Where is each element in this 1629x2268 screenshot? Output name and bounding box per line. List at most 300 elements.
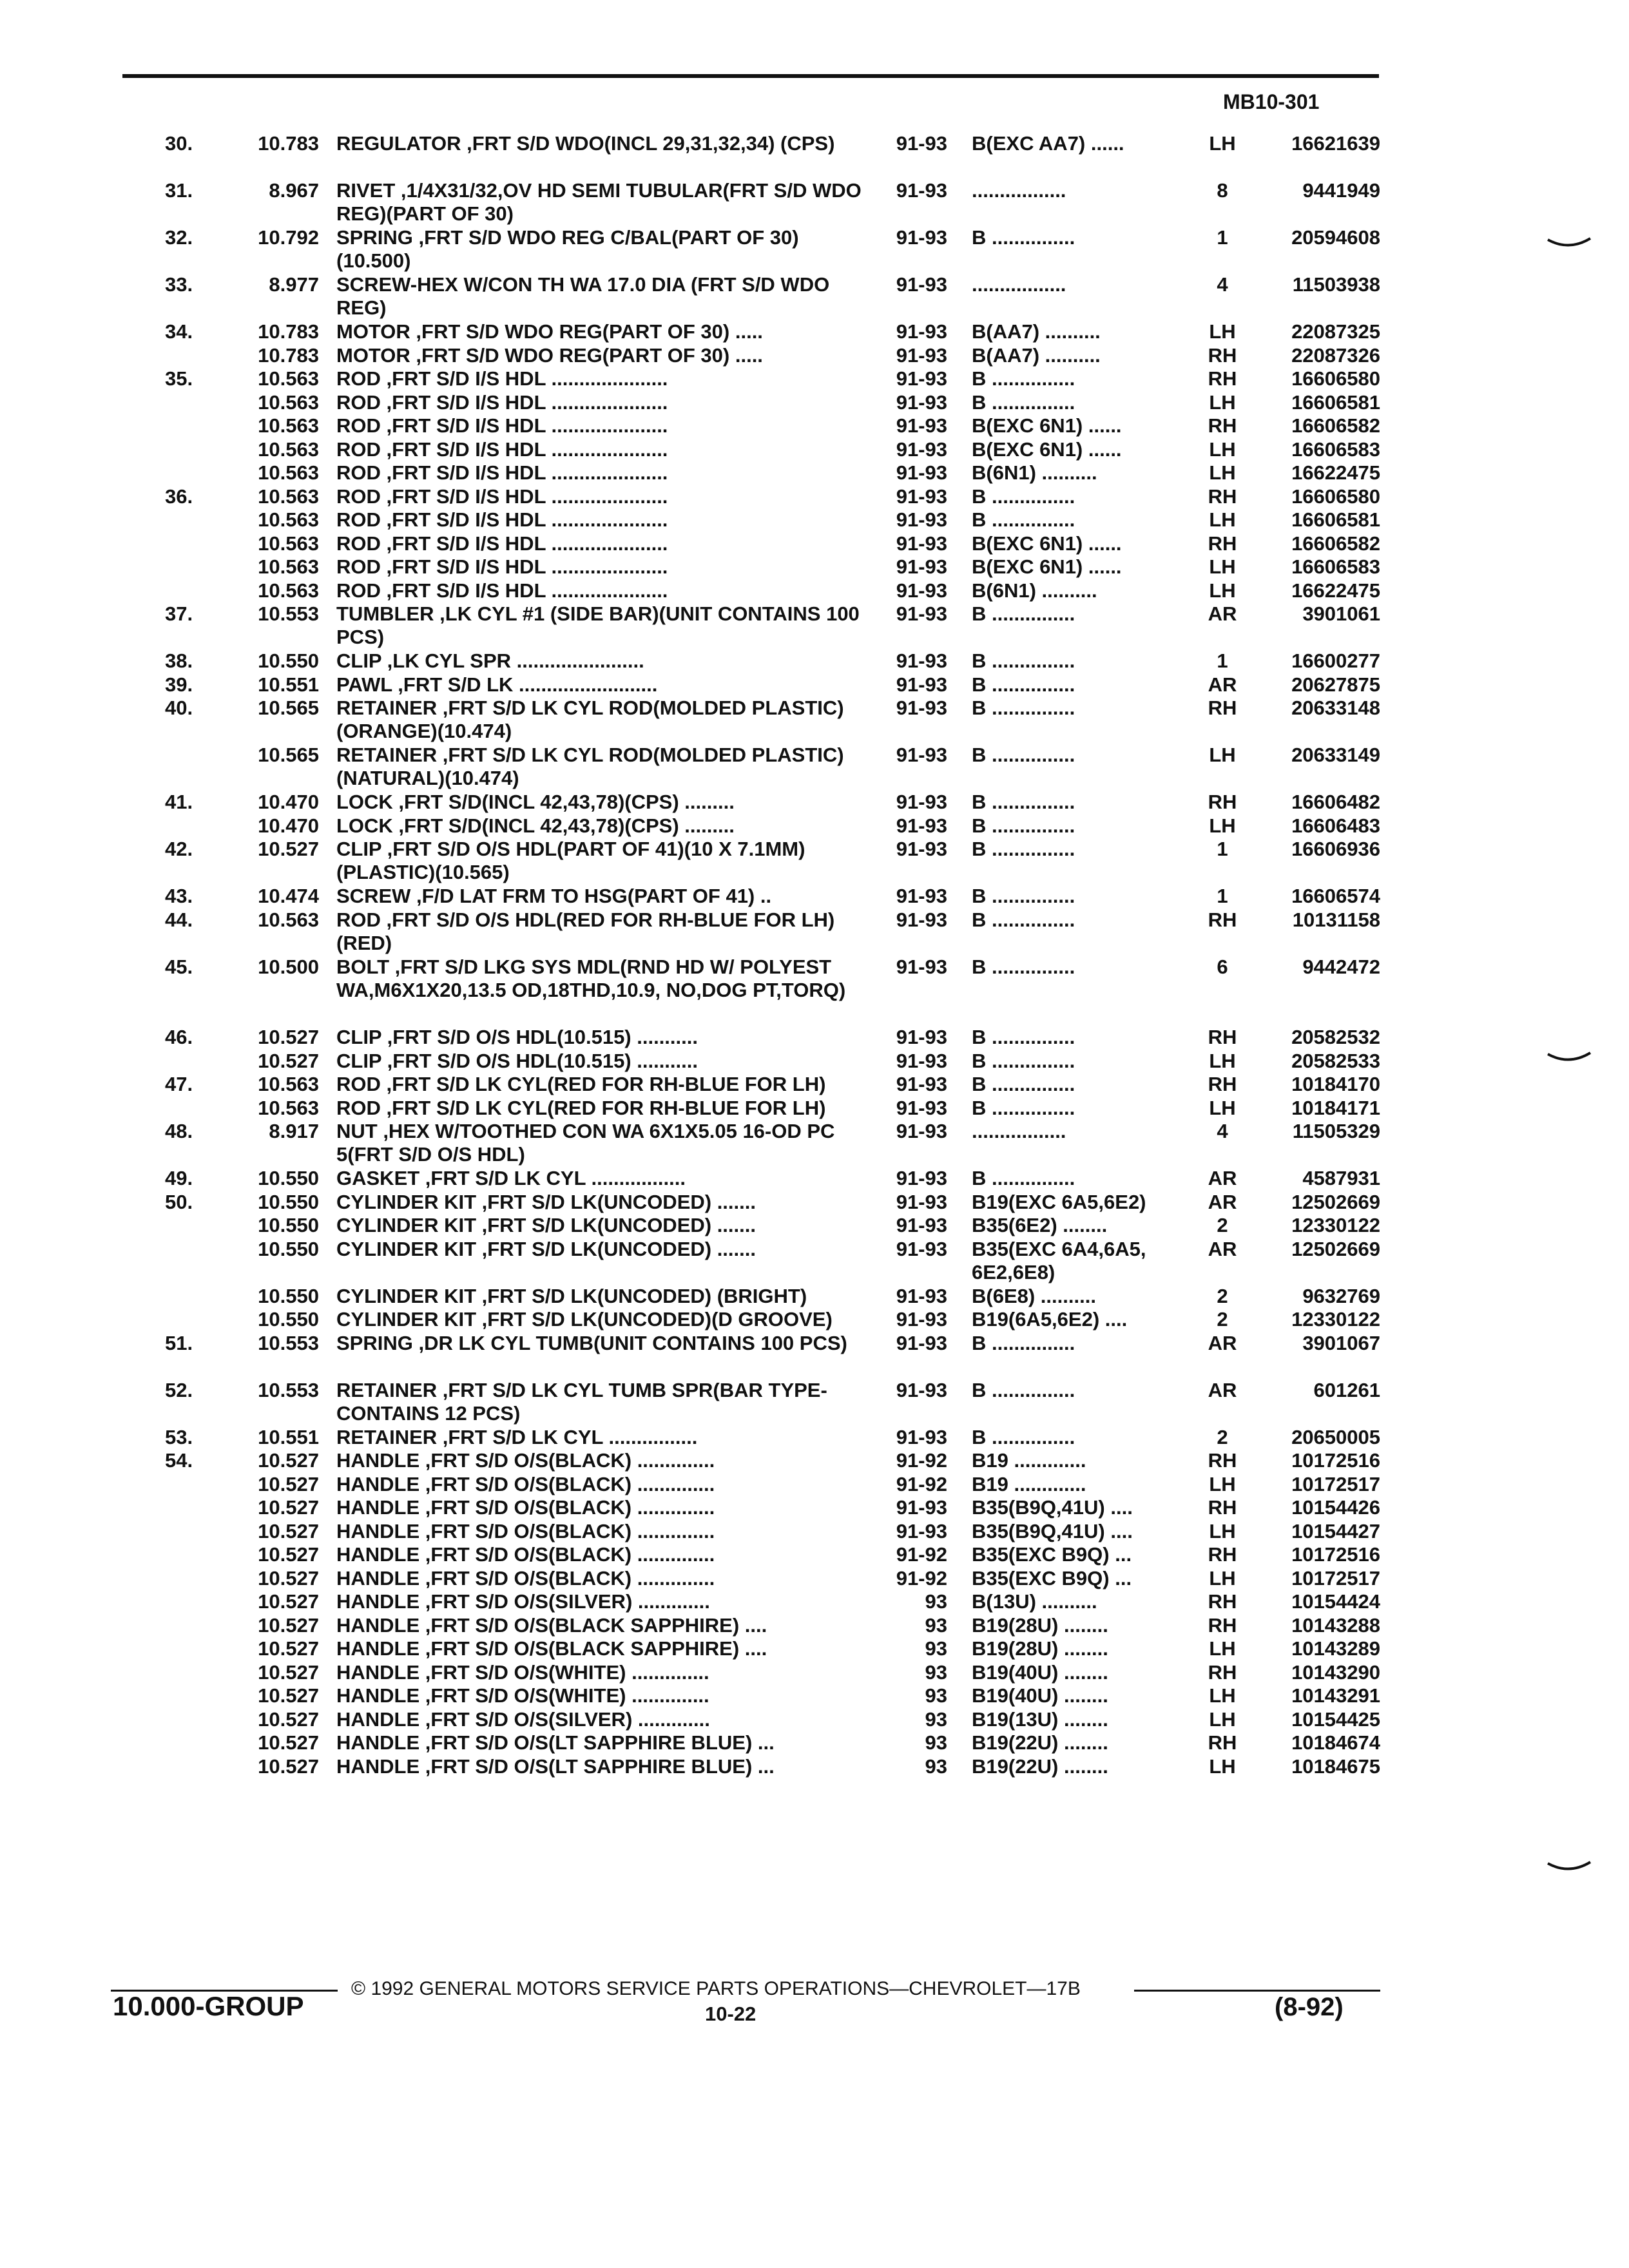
model-usage: B35(B9Q,41U) .... xyxy=(972,1519,1133,1542)
part-description: HANDLE ,FRT S/D O/S(BLACK SAPPHIRE) .... xyxy=(336,1637,767,1660)
model-usage: B ............... xyxy=(972,791,1075,813)
group-number: 10.563 xyxy=(258,367,319,390)
part-description: CYLINDER KIT ,FRT S/D LK(UNCODED) ....... xyxy=(336,1214,756,1236)
group-number: 10.550 xyxy=(258,1214,319,1236)
model-usage: B(AA7) .......... xyxy=(972,343,1101,367)
part-number: 20627875 xyxy=(1291,673,1380,696)
part-number: 10184675 xyxy=(1291,1754,1380,1778)
group-number: 10.527 xyxy=(258,1519,319,1542)
quantity: LH xyxy=(1209,1566,1236,1590)
quantity: AR xyxy=(1208,1167,1237,1189)
quantity: LH xyxy=(1209,320,1236,343)
ref-number: 37. xyxy=(165,602,193,625)
quantity: LH xyxy=(1209,132,1236,155)
part-number: 16622475 xyxy=(1291,461,1380,484)
quantity: 2 xyxy=(1217,1214,1228,1236)
group-number: 10.563 xyxy=(258,579,319,602)
group-number: 10.527 xyxy=(258,1637,319,1660)
quantity: 4 xyxy=(1217,273,1228,296)
quantity: 2 xyxy=(1217,1284,1228,1307)
model-usage: B ............... xyxy=(972,226,1075,249)
part-description: MOTOR ,FRT S/D WDO REG(PART OF 30) ..... xyxy=(336,320,763,343)
group-number: 10.527 xyxy=(258,1754,319,1778)
model-usage: ................. xyxy=(972,1120,1066,1142)
part-number: 16606574 xyxy=(1291,885,1380,907)
part-description: CYLINDER KIT ,FRT S/D LK(UNCODED) (BRIGHT) xyxy=(336,1284,807,1307)
part-number: 12502669 xyxy=(1291,1237,1380,1260)
group-number: 10.470 xyxy=(258,814,319,837)
part-description: CLIP ,LK CYL SPR ....................... xyxy=(336,649,644,672)
model-years: 91-93 xyxy=(896,579,947,602)
part-number: 10172517 xyxy=(1291,1566,1380,1590)
ref-number: 34. xyxy=(165,320,193,343)
group-number: 10.474 xyxy=(258,885,319,907)
quantity: AR xyxy=(1208,1237,1237,1260)
part-description: ROD ,FRT S/D I/S HDL ..................... xyxy=(336,555,668,578)
group-number: 10.563 xyxy=(258,437,319,461)
group-number: 10.551 xyxy=(258,673,319,696)
group-number: 10.527 xyxy=(258,1449,319,1472)
group-number: 10.550 xyxy=(258,1308,319,1331)
part-description: CLIP ,FRT S/D O/S HDL(10.515) ........... xyxy=(336,1049,698,1072)
part-number: 9442472 xyxy=(1302,955,1380,978)
model-years: 91-93 xyxy=(896,179,947,202)
model-years: 91-93 xyxy=(896,414,947,437)
part-description: ROD ,FRT S/D I/S HDL ..................... xyxy=(336,390,668,414)
group-number: 10.470 xyxy=(258,791,319,813)
ref-number: 36. xyxy=(165,485,193,508)
quantity: LH xyxy=(1209,461,1236,484)
part-number: 16600277 xyxy=(1291,649,1380,672)
footer-date-code: (8-92) xyxy=(1275,1993,1344,2021)
quantity: RH xyxy=(1208,791,1237,813)
model-years: 91-93 xyxy=(896,1120,947,1142)
part-number: 10172516 xyxy=(1291,1449,1380,1472)
top-rule xyxy=(122,74,1379,78)
ref-number: 53. xyxy=(165,1425,193,1448)
model-usage: B ............... xyxy=(972,1026,1075,1048)
group-number: 10.563 xyxy=(258,1096,319,1119)
group-number: 10.563 xyxy=(258,414,319,437)
part-description: ROD ,FRT S/D I/S HDL ..................... xyxy=(336,437,668,461)
model-usage: B19(28U) ........ xyxy=(972,1637,1108,1660)
model-years: 91-93 xyxy=(896,1378,947,1401)
margin-hole-mark xyxy=(1547,1861,1592,1876)
model-usage: B19(22U) ........ xyxy=(972,1731,1108,1754)
part-number: 10143290 xyxy=(1291,1660,1380,1684)
model-usage: B ............... xyxy=(972,1331,1075,1354)
part-description: ROD ,FRT S/D I/S HDL ..................... xyxy=(336,367,668,390)
part-description: CYLINDER KIT ,FRT S/D LK(UNCODED) ....... xyxy=(336,1237,756,1260)
part-number: 20582532 xyxy=(1291,1026,1380,1048)
part-number: 10184674 xyxy=(1291,1731,1380,1754)
model-years: 91-93 xyxy=(896,1073,947,1095)
model-usage: B(AA7) .......... xyxy=(972,320,1101,343)
model-years: 91-93 xyxy=(896,1284,947,1307)
part-number: 9632769 xyxy=(1302,1284,1380,1307)
ref-number: 41. xyxy=(165,791,193,813)
model-years: 91-93 xyxy=(896,461,947,484)
model-years: 91-93 xyxy=(896,744,947,766)
model-years: 91-93 xyxy=(896,791,947,813)
ref-number: 45. xyxy=(165,955,193,978)
part-number: 3901061 xyxy=(1302,602,1380,625)
model-years: 91-93 xyxy=(896,226,947,249)
model-usage: B35(B9Q,41U) .... xyxy=(972,1496,1133,1519)
quantity: 1 xyxy=(1217,885,1228,907)
model-years: 91-93 xyxy=(896,437,947,461)
group-number: 10.783 xyxy=(258,320,319,343)
part-description: CYLINDER KIT ,FRT S/D LK(UNCODED)(D GROOVE) xyxy=(336,1308,833,1331)
part-description: HANDLE ,FRT S/D O/S(BLACK) .............. xyxy=(336,1543,715,1566)
model-usage: ................. xyxy=(972,179,1066,202)
group-number: 10.565 xyxy=(258,744,319,766)
model-usage: B ............... xyxy=(972,1073,1075,1095)
quantity: RH xyxy=(1208,532,1237,555)
model-usage: B(EXC 6N1) ...... xyxy=(972,555,1122,578)
part-number: 12502669 xyxy=(1291,1190,1380,1213)
model-usage: B35(6E2) ........ xyxy=(972,1214,1108,1236)
part-number: 16621639 xyxy=(1291,132,1380,155)
ref-number: 52. xyxy=(165,1378,193,1401)
model-years: 91-92 xyxy=(896,1543,947,1566)
quantity: RH xyxy=(1208,697,1237,719)
ref-number: 44. xyxy=(165,908,193,931)
quantity: 4 xyxy=(1217,1120,1228,1142)
group-number: 10.563 xyxy=(258,390,319,414)
model-years: 91-93 xyxy=(896,343,947,367)
quantity: LH xyxy=(1209,555,1236,578)
group-number: 10.551 xyxy=(258,1425,319,1448)
part-description: HANDLE ,FRT S/D O/S(BLACK) .............. xyxy=(336,1472,715,1495)
part-number: 12330122 xyxy=(1291,1214,1380,1236)
model-usage: B ............... xyxy=(972,838,1075,860)
part-number: 20650005 xyxy=(1291,1425,1380,1448)
group-number: 10.527 xyxy=(258,1543,319,1566)
model-years: 91-93 xyxy=(896,1237,947,1260)
quantity: AR xyxy=(1208,673,1237,696)
model-usage: B(6N1) .......... xyxy=(972,579,1097,602)
part-description: CYLINDER KIT ,FRT S/D LK(UNCODED) ....... xyxy=(336,1190,756,1213)
model-usage: B19(13U) ........ xyxy=(972,1707,1108,1731)
part-description: HANDLE ,FRT S/D O/S(BLACK) .............. xyxy=(336,1519,715,1542)
quantity: RH xyxy=(1208,485,1237,508)
model-years: 91-93 xyxy=(896,1096,947,1119)
part-description: SCREW-HEX W/CON TH WA 17.0 DIA (FRT S/D WDO REG) xyxy=(336,273,830,319)
model-years: 91-93 xyxy=(896,1190,947,1213)
ref-number: 30. xyxy=(165,132,193,155)
group-number: 10.527 xyxy=(258,1049,319,1072)
part-description: HANDLE ,FRT S/D O/S(WHITE) .............. xyxy=(336,1660,709,1684)
ref-number: 39. xyxy=(165,673,193,696)
part-number: 16606936 xyxy=(1291,838,1380,860)
group-number: 10.527 xyxy=(258,1026,319,1048)
model-years: 91-93 xyxy=(896,320,947,343)
model-years: 91-93 xyxy=(896,1049,947,1072)
group-number: 10.783 xyxy=(258,343,319,367)
model-years: 91-93 xyxy=(896,132,947,155)
part-description: SCREW ,F/D LAT FRM TO HSG(PART OF 41) .. xyxy=(336,885,772,907)
model-years: 91-93 xyxy=(896,1425,947,1448)
ref-number: 48. xyxy=(165,1120,193,1142)
quantity: RH xyxy=(1208,1496,1237,1519)
quantity: 6 xyxy=(1217,955,1228,978)
ref-number: 51. xyxy=(165,1331,193,1354)
model-usage: B ............... xyxy=(972,1425,1075,1448)
margin-hole-mark xyxy=(1547,1052,1592,1067)
part-number: 10184171 xyxy=(1291,1096,1380,1119)
model-years: 91-92 xyxy=(896,1566,947,1590)
ref-number: 42. xyxy=(165,838,193,860)
part-description: LOCK ,FRT S/D(INCL 42,43,78)(CPS) ......... xyxy=(336,791,735,813)
quantity: RH xyxy=(1208,908,1237,931)
group-number: 10.527 xyxy=(258,1613,319,1637)
quantity: LH xyxy=(1209,744,1236,766)
model-years: 93 xyxy=(925,1684,947,1707)
part-number: 16606581 xyxy=(1291,508,1380,531)
part-description: TUMBLER ,LK CYL #1 (SIDE BAR)(UNIT CONTAINS 100 PCS) xyxy=(336,602,860,648)
part-number: 10143288 xyxy=(1291,1613,1380,1637)
quantity: LH xyxy=(1209,1049,1236,1072)
model-usage: B ............... xyxy=(972,390,1075,414)
model-usage: B19 ............. xyxy=(972,1449,1086,1472)
model-years: 91-93 xyxy=(896,485,947,508)
model-usage: B ............... xyxy=(972,367,1075,390)
quantity: 1 xyxy=(1217,226,1228,249)
model-years: 91-93 xyxy=(896,390,947,414)
part-description: REGULATOR ,FRT S/D WDO(INCL 29,31,32,34) (CPS) xyxy=(336,132,835,155)
model-years: 93 xyxy=(925,1613,947,1637)
part-description: SPRING ,FRT S/D WDO REG C/BAL(PART OF 30)(10.500) xyxy=(336,226,799,272)
model-years: 93 xyxy=(925,1590,947,1613)
quantity: RH xyxy=(1208,1613,1237,1637)
model-usage: ................. xyxy=(972,273,1066,296)
ref-number: 47. xyxy=(165,1073,193,1095)
group-number: 10.527 xyxy=(258,1566,319,1590)
part-description: MOTOR ,FRT S/D WDO REG(PART OF 30) ..... xyxy=(336,343,763,367)
quantity: LH xyxy=(1209,814,1236,837)
group-number: 10.553 xyxy=(258,1378,319,1401)
model-years: 91-93 xyxy=(896,273,947,296)
model-years: 91-93 xyxy=(896,602,947,625)
ref-number: 35. xyxy=(165,367,193,390)
part-number: 16606483 xyxy=(1291,814,1380,837)
part-number: 16622475 xyxy=(1291,579,1380,602)
model-usage: B ............... xyxy=(972,649,1075,672)
part-number: 16606482 xyxy=(1291,791,1380,813)
model-years: 91-93 xyxy=(896,1214,947,1236)
group-number: 10.550 xyxy=(258,1237,319,1260)
model-usage: B ............... xyxy=(972,1378,1075,1401)
model-years: 93 xyxy=(925,1731,947,1754)
model-usage: B ............... xyxy=(972,908,1075,931)
part-description: NUT ,HEX W/TOOTHED CON WA 6X1X5.05 16-OD PC 5(FRT S/D O/S HDL) xyxy=(336,1120,835,1166)
group-number: 10.550 xyxy=(258,1167,319,1189)
part-number: 10184170 xyxy=(1291,1073,1380,1095)
model-years: 91-93 xyxy=(896,1519,947,1542)
footer-rule-right xyxy=(1134,1990,1380,1992)
model-years: 91-93 xyxy=(896,1026,947,1048)
model-years: 91-93 xyxy=(896,1308,947,1331)
group-number: 8.977 xyxy=(269,273,319,296)
part-number: 3901067 xyxy=(1302,1331,1380,1354)
model-years: 91-92 xyxy=(896,1472,947,1495)
model-years: 91-93 xyxy=(896,649,947,672)
quantity: LH xyxy=(1209,579,1236,602)
ref-number: 46. xyxy=(165,1026,193,1048)
model-usage: B19(22U) ........ xyxy=(972,1754,1108,1778)
part-description: CLIP ,FRT S/D O/S HDL(PART OF 41)(10 X 7.1MM)(PLASTIC)(10.565) xyxy=(336,838,805,883)
model-usage: B(6N1) .......... xyxy=(972,461,1097,484)
model-years: 91-93 xyxy=(896,1167,947,1189)
group-number: 8.917 xyxy=(269,1120,319,1142)
part-number: 10154425 xyxy=(1291,1707,1380,1731)
group-number: 10.553 xyxy=(258,1331,319,1354)
part-description: ROD ,FRT S/D I/S HDL ..................... xyxy=(336,508,668,531)
part-description: ROD ,FRT S/D I/S HDL ..................... xyxy=(336,414,668,437)
part-number: 20633149 xyxy=(1291,744,1380,766)
group-number: 10.527 xyxy=(258,1684,319,1707)
part-description: ROD ,FRT S/D LK CYL(RED FOR RH-BLUE FOR LH) xyxy=(336,1096,826,1119)
margin-hole-mark xyxy=(1547,237,1592,253)
quantity: 2 xyxy=(1217,1308,1228,1331)
part-description: GASKET ,FRT S/D LK CYL ................. xyxy=(336,1167,686,1189)
part-number: 16606580 xyxy=(1291,485,1380,508)
group-number: 10.527 xyxy=(258,1496,319,1519)
model-usage: B ............... xyxy=(972,885,1075,907)
model-years: 91-93 xyxy=(896,673,947,696)
model-usage: B35(EXC 6A4,6A5, 6E2,6E8) xyxy=(972,1237,1146,1283)
model-usage: B(13U) .......... xyxy=(972,1590,1097,1613)
quantity: LH xyxy=(1209,437,1236,461)
group-number: 10.550 xyxy=(258,1284,319,1307)
model-usage: B ............... xyxy=(972,673,1075,696)
ref-number: 33. xyxy=(165,273,193,296)
quantity: LH xyxy=(1209,1472,1236,1495)
ref-number: 31. xyxy=(165,179,193,202)
part-description: ROD ,FRT S/D I/S HDL ..................... xyxy=(336,532,668,555)
part-number: 22087325 xyxy=(1291,320,1380,343)
quantity: RH xyxy=(1208,1660,1237,1684)
model-usage: B ............... xyxy=(972,814,1075,837)
ref-number: 50. xyxy=(165,1190,193,1213)
quantity: RH xyxy=(1208,1590,1237,1613)
model-years: 91-93 xyxy=(896,508,947,531)
group-number: 10.563 xyxy=(258,1073,319,1095)
group-number: 10.550 xyxy=(258,1190,319,1213)
quantity: LH xyxy=(1209,1707,1236,1731)
model-usage: B(EXC 6N1) ...... xyxy=(972,414,1122,437)
group-number: 10.527 xyxy=(258,1731,319,1754)
quantity: 1 xyxy=(1217,838,1228,860)
model-usage: B ............... xyxy=(972,485,1075,508)
group-number: 10.527 xyxy=(258,1590,319,1613)
quantity: RH xyxy=(1208,414,1237,437)
model-usage: B19(28U) ........ xyxy=(972,1613,1108,1637)
group-number: 10.563 xyxy=(258,532,319,555)
model-years: 93 xyxy=(925,1707,947,1731)
quantity: LH xyxy=(1209,1684,1236,1707)
part-description: RIVET ,1/4X31/32,OV HD SEMI TUBULAR(FRT S/D WDO REG)(PART OF 30) xyxy=(336,179,862,225)
part-description: HANDLE ,FRT S/D O/S(LT SAPPHIRE BLUE) ... xyxy=(336,1731,775,1754)
group-number: 10.565 xyxy=(258,697,319,719)
part-number: 601261 xyxy=(1313,1378,1380,1401)
part-number: 12330122 xyxy=(1291,1308,1380,1331)
part-number: 16606582 xyxy=(1291,532,1380,555)
group-number: 10.563 xyxy=(258,555,319,578)
model-usage: B(6E8) .......... xyxy=(972,1284,1096,1307)
part-description: HANDLE ,FRT S/D O/S(BLACK SAPPHIRE) .... xyxy=(336,1613,767,1637)
part-description: ROD ,FRT S/D I/S HDL ..................... xyxy=(336,461,668,484)
part-description: BOLT ,FRT S/D LKG SYS MDL(RND HD W/ POLYEST WA,M6X1X20,13.5 OD,18THD,10.9, NO,DOG PT,TORQ) xyxy=(336,955,846,1001)
group-number: 10.550 xyxy=(258,649,319,672)
part-number: 10172517 xyxy=(1291,1472,1380,1495)
quantity: LH xyxy=(1209,390,1236,414)
model-years: 91-93 xyxy=(896,885,947,907)
part-description: HANDLE ,FRT S/D O/S(SILVER) ............. xyxy=(336,1590,710,1613)
group-number: 10.563 xyxy=(258,461,319,484)
quantity: 1 xyxy=(1217,649,1228,672)
model-usage: B ............... xyxy=(972,1049,1075,1072)
model-usage: B19(6A5,6E2) .... xyxy=(972,1308,1128,1331)
model-years: 91-93 xyxy=(896,1331,947,1354)
quantity: RH xyxy=(1208,343,1237,367)
group-number: 10.792 xyxy=(258,226,319,249)
part-number: 10154426 xyxy=(1291,1496,1380,1519)
model-usage: B35(EXC B9Q) ... xyxy=(972,1566,1132,1590)
model-usage: B19(EXC 6A5,6E2) xyxy=(972,1190,1146,1213)
part-description: HANDLE ,FRT S/D O/S(SILVER) ............. xyxy=(336,1707,710,1731)
part-description: PAWL ,FRT S/D LK ......................... xyxy=(336,673,658,696)
part-description: HANDLE ,FRT S/D O/S(WHITE) .............. xyxy=(336,1684,709,1707)
ref-number: 43. xyxy=(165,885,193,907)
footer-copyright: © 1992 GENERAL MOTORS SERVICE PARTS OPERATIONS—CHEVROLET—17B xyxy=(351,1978,1081,1999)
footer-group-label: 10.000-GROUP xyxy=(113,1991,304,2021)
model-years: 91-93 xyxy=(896,908,947,931)
model-usage: B(EXC 6N1) ...... xyxy=(972,437,1122,461)
quantity: AR xyxy=(1208,1378,1237,1401)
footer-page-number: 10-22 xyxy=(705,2003,757,2025)
part-description: ROD ,FRT S/D O/S HDL(RED FOR RH-BLUE FOR LH)(RED) xyxy=(336,908,835,954)
quantity: RH xyxy=(1208,1731,1237,1754)
model-usage: B ............... xyxy=(972,955,1075,978)
part-description: HANDLE ,FRT S/D O/S(LT SAPPHIRE BLUE) ... xyxy=(336,1754,775,1778)
part-number: 22087326 xyxy=(1291,343,1380,367)
quantity: LH xyxy=(1209,508,1236,531)
group-number: 10.527 xyxy=(258,838,319,860)
quantity: LH xyxy=(1209,1754,1236,1778)
quantity: AR xyxy=(1208,1190,1237,1213)
ref-number: 54. xyxy=(165,1449,193,1472)
ref-number: 32. xyxy=(165,226,193,249)
part-description: RETAINER ,FRT S/D LK CYL ROD(MOLDED PLASTIC)(ORANGE)(10.474) xyxy=(336,697,844,742)
part-description: RETAINER ,FRT S/D LK CYL ................ xyxy=(336,1425,698,1448)
quantity: RH xyxy=(1208,1543,1237,1566)
quantity: RH xyxy=(1208,1073,1237,1095)
model-years: 91-93 xyxy=(896,532,947,555)
model-usage: B19(40U) ........ xyxy=(972,1684,1108,1707)
model-usage: B(EXC AA7) ...... xyxy=(972,132,1124,155)
quantity: LH xyxy=(1209,1637,1236,1660)
part-description: SPRING ,DR LK CYL TUMB(UNIT CONTAINS 100 PCS) xyxy=(336,1331,847,1354)
part-description: ROD ,FRT S/D LK CYL(RED FOR RH-BLUE FOR LH) xyxy=(336,1073,826,1095)
part-number: 10154427 xyxy=(1291,1519,1380,1542)
quantity: RH xyxy=(1208,1449,1237,1472)
quantity: AR xyxy=(1208,602,1237,625)
part-number: 9441949 xyxy=(1302,179,1380,202)
part-description: RETAINER ,FRT S/D LK CYL TUMB SPR(BAR TYPE-CONTAINS 12 PCS) xyxy=(336,1378,827,1425)
model-usage: B ............... xyxy=(972,744,1075,766)
